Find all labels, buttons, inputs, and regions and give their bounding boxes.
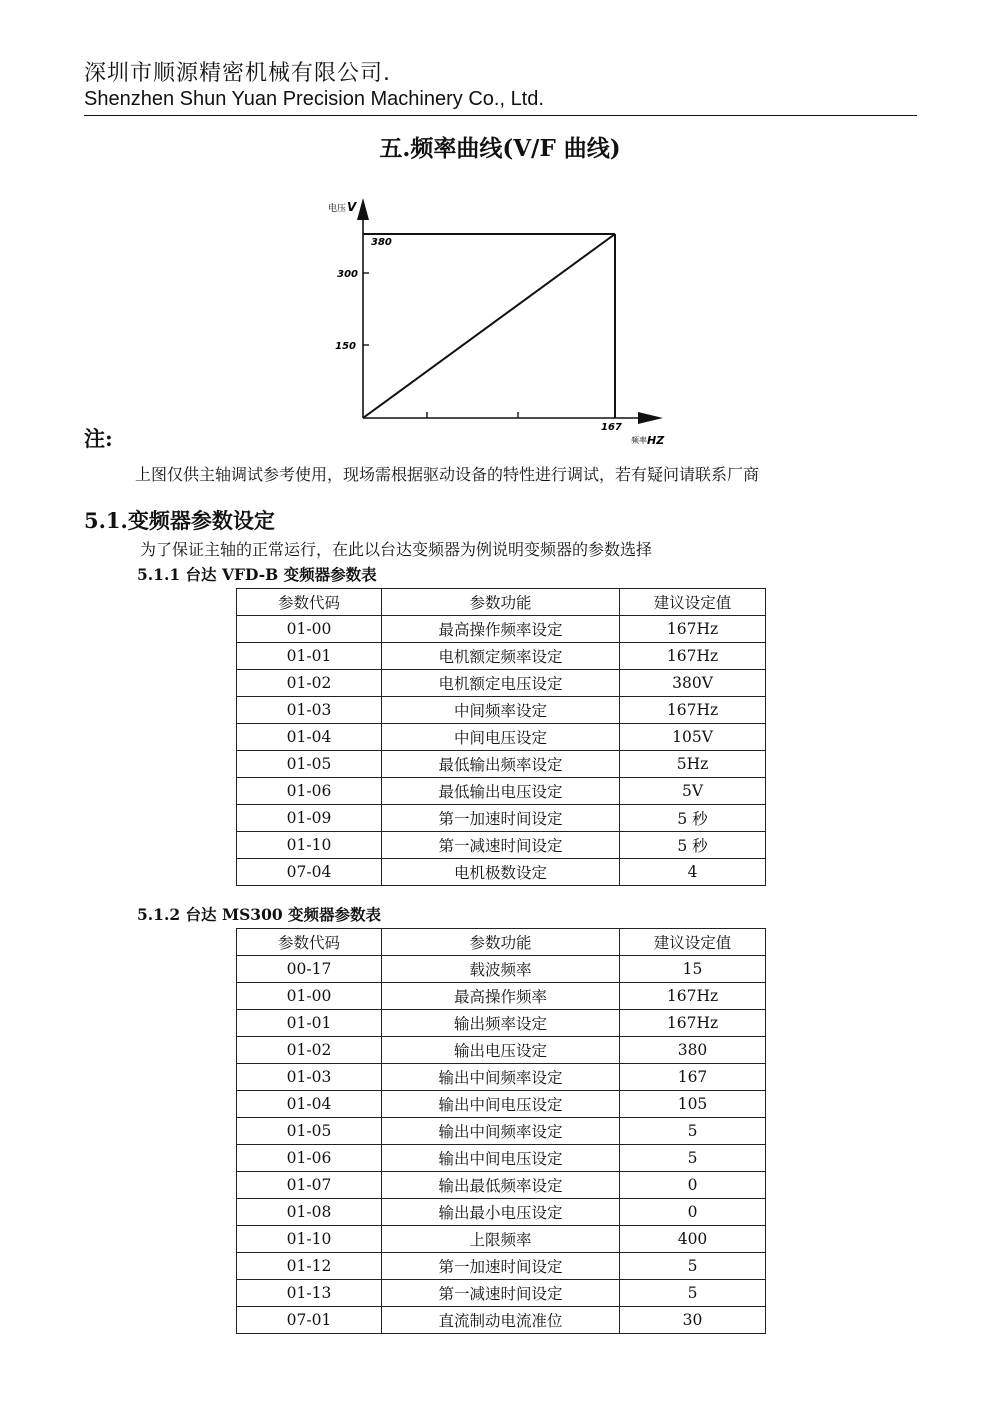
company-name-cn: 深圳市顺源精密机械有限公司. xyxy=(84,61,391,86)
table-row xyxy=(237,1253,766,1280)
param-function-cell: 第一加速时间设定 xyxy=(382,1253,620,1280)
param-code-cell: 01-04 xyxy=(237,1091,382,1118)
header-function: 参数功能 xyxy=(382,589,620,616)
table-row xyxy=(237,983,766,1010)
y-tick-label-150: 150 xyxy=(335,341,356,352)
table-row xyxy=(237,1226,766,1253)
param-value-cell: 5 xyxy=(620,1253,766,1280)
vf-curve-chart xyxy=(318,190,678,455)
x-axis-label-unit: HZ xyxy=(647,434,665,447)
header-code: 参数代码 xyxy=(237,589,382,616)
param-code-cell: 07-04 xyxy=(237,859,382,886)
param-function-cell: 直流制动电流准位 xyxy=(382,1307,620,1334)
param-code-cell: 01-05 xyxy=(237,751,382,778)
param-function-cell: 最低输出频率设定 xyxy=(382,751,620,778)
table-row xyxy=(237,1091,766,1118)
param-function-cell: 电机额定频率设定 xyxy=(382,643,620,670)
param-code-cell: 01-13 xyxy=(237,1280,382,1307)
param-code-cell: 01-12 xyxy=(237,1253,382,1280)
param-code-cell: 01-06 xyxy=(237,1145,382,1172)
param-value-cell: 4 xyxy=(620,859,766,886)
param-value-cell: 167Hz xyxy=(620,643,766,670)
table-row xyxy=(237,832,766,859)
param-function-cell: 电机额定电压设定 xyxy=(382,670,620,697)
section-title: 五.频率曲线(V/F 曲线) xyxy=(379,135,621,162)
param-value-cell: 5 秒 xyxy=(620,832,766,859)
param-value-cell: 167Hz xyxy=(620,983,766,1010)
param-value-cell: 30 xyxy=(620,1307,766,1334)
y-axis-arrow xyxy=(357,198,369,220)
x-axis-arrow xyxy=(638,412,663,424)
param-function-cell: 输出中间电压设定 xyxy=(382,1091,620,1118)
param-value-cell: 5Hz xyxy=(620,751,766,778)
company-name-en: Shenzhen Shun Yuan Precision Machinery Co., Ltd. xyxy=(84,88,544,110)
header-divider xyxy=(84,115,917,116)
table-row xyxy=(237,751,766,778)
param-value-cell: 167Hz xyxy=(620,697,766,724)
param-function-cell: 输出中间频率设定 xyxy=(382,1118,620,1145)
param-code-cell: 01-08 xyxy=(237,1199,382,1226)
param-function-cell: 最高操作频率 xyxy=(382,983,620,1010)
table-row xyxy=(237,724,766,751)
vfd-b-parameter-table xyxy=(236,588,766,886)
param-value-cell: 167Hz xyxy=(620,1010,766,1037)
table-row xyxy=(237,1064,766,1091)
param-value-cell: 400 xyxy=(620,1226,766,1253)
table-row xyxy=(237,1199,766,1226)
param-value-cell: 105 xyxy=(620,1091,766,1118)
param-code-cell: 01-02 xyxy=(237,670,382,697)
param-function-cell: 输出最低频率设定 xyxy=(382,1172,620,1199)
table-row xyxy=(237,1118,766,1145)
param-code-cell: 01-09 xyxy=(237,805,382,832)
header-value: 建议设定值 xyxy=(620,929,766,956)
table-header-row xyxy=(237,929,766,956)
param-code-cell: 01-00 xyxy=(237,616,382,643)
param-code-cell: 01-10 xyxy=(237,832,382,859)
table-header-row xyxy=(237,589,766,616)
param-function-cell: 中间频率设定 xyxy=(382,697,620,724)
table-row xyxy=(237,956,766,983)
param-function-cell: 第一加速时间设定 xyxy=(382,805,620,832)
param-code-cell: 01-05 xyxy=(237,1118,382,1145)
header-function: 参数功能 xyxy=(382,929,620,956)
param-function-cell: 输出频率设定 xyxy=(382,1010,620,1037)
table-row xyxy=(237,805,766,832)
table-row xyxy=(237,1307,766,1334)
y-axis-label-cn: 电压 xyxy=(328,204,347,214)
subsection-title: 5.1.变频器参数设定 xyxy=(84,508,275,533)
param-value-cell: 5V xyxy=(620,778,766,805)
table1-title: 5.1.1 台达 VFD-B 变频器参数表 xyxy=(137,565,377,584)
param-code-cell: 01-02 xyxy=(237,1037,382,1064)
param-value-cell: 5 xyxy=(620,1280,766,1307)
param-function-cell: 上限频率 xyxy=(382,1226,620,1253)
intro-text: 为了保证主轴的正常运行，在此以台达变频器为例说明变频器的参数选择 xyxy=(140,540,653,559)
param-value-cell: 0 xyxy=(620,1172,766,1199)
table-row xyxy=(237,1172,766,1199)
param-function-cell: 最高操作频率设定 xyxy=(382,616,620,643)
table-row xyxy=(237,670,766,697)
param-value-cell: 15 xyxy=(620,956,766,983)
vf-curve-series xyxy=(363,234,615,418)
param-function-cell: 载波频率 xyxy=(382,956,620,983)
param-value-cell: 380V xyxy=(620,670,766,697)
param-function-cell: 中间电压设定 xyxy=(382,724,620,751)
param-code-cell: 01-06 xyxy=(237,778,382,805)
note-text: 上图仅供主轴调试参考使用，现场需根据驱动设备的特性进行调试，若有疑问请联系厂商 xyxy=(135,465,760,484)
header-value: 建议设定值 xyxy=(620,589,766,616)
param-code-cell: 01-01 xyxy=(237,643,382,670)
table-row xyxy=(237,1010,766,1037)
param-value-cell: 167 xyxy=(620,1064,766,1091)
param-code-cell: 07-01 xyxy=(237,1307,382,1334)
table-row xyxy=(237,643,766,670)
param-function-cell: 输出中间频率设定 xyxy=(382,1064,620,1091)
y-tick-label-380: 380 xyxy=(371,237,392,248)
param-function-cell: 最低输出电压设定 xyxy=(382,778,620,805)
y-axis-label-unit: V xyxy=(347,200,357,214)
table-row xyxy=(237,1145,766,1172)
y-tick-label-300: 300 xyxy=(337,269,358,280)
param-function-cell: 输出最小电压设定 xyxy=(382,1199,620,1226)
param-function-cell: 第一减速时间设定 xyxy=(382,832,620,859)
param-code-cell: 01-00 xyxy=(237,983,382,1010)
param-function-cell: 第一减速时间设定 xyxy=(382,1280,620,1307)
table-row xyxy=(237,1280,766,1307)
header-code: 参数代码 xyxy=(237,929,382,956)
param-value-cell: 105V xyxy=(620,724,766,751)
param-code-cell: 00-17 xyxy=(237,956,382,983)
param-function-cell: 输出电压设定 xyxy=(382,1037,620,1064)
table-row xyxy=(237,778,766,805)
table2-title: 5.1.2 台达 MS300 变频器参数表 xyxy=(137,905,382,924)
param-value-cell: 5 xyxy=(620,1145,766,1172)
param-value-cell: 167Hz xyxy=(620,616,766,643)
table-row xyxy=(237,616,766,643)
table-row xyxy=(237,1037,766,1064)
note-label: 注: xyxy=(84,426,113,451)
param-value-cell: 5 xyxy=(620,1118,766,1145)
param-code-cell: 01-03 xyxy=(237,1064,382,1091)
table-row xyxy=(237,859,766,886)
table-row xyxy=(237,697,766,724)
ms300-parameter-table xyxy=(236,928,766,1334)
param-code-cell: 01-03 xyxy=(237,697,382,724)
param-code-cell: 01-07 xyxy=(237,1172,382,1199)
param-value-cell: 5 秒 xyxy=(620,805,766,832)
x-tick-label-167: 167 xyxy=(601,422,622,433)
x-axis-label-cn: 频率 xyxy=(631,436,647,445)
param-code-cell: 01-04 xyxy=(237,724,382,751)
param-code-cell: 01-01 xyxy=(237,1010,382,1037)
param-function-cell: 输出中间电压设定 xyxy=(382,1145,620,1172)
param-value-cell: 0 xyxy=(620,1199,766,1226)
param-value-cell: 380 xyxy=(620,1037,766,1064)
param-code-cell: 01-10 xyxy=(237,1226,382,1253)
param-function-cell: 电机极数设定 xyxy=(382,859,620,886)
